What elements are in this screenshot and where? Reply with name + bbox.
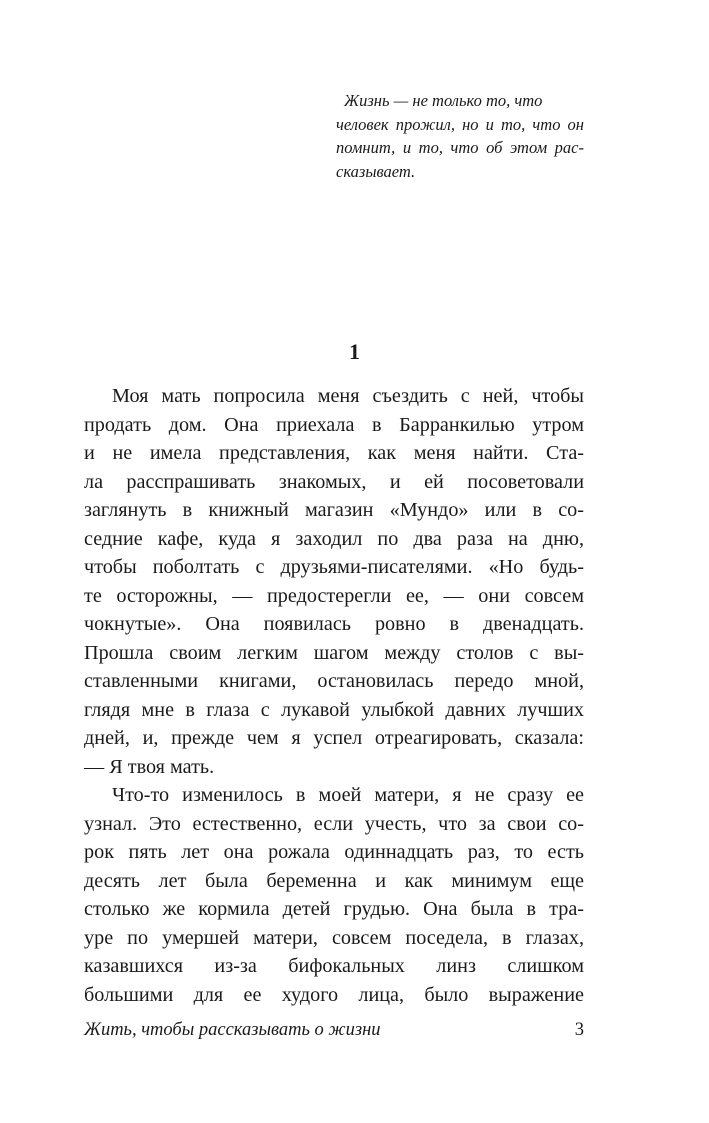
- page-number: 3: [574, 1020, 584, 1040]
- text-line: заглянуть в книжный магазин «Мундо» или в со-: [84, 499, 584, 521]
- running-title: Жить, чтобы рассказывать о жизни: [84, 1020, 381, 1040]
- epigraph: [336, 89, 584, 183]
- text-line: Моя мать попросила меня съездить с ней, чтобы: [112, 385, 584, 407]
- chapter-number: 1: [349, 339, 360, 364]
- text-line: рок пять лет она рожала одиннадцать раз, то есть: [84, 841, 584, 863]
- text-line: и не имела представления, как меня найти. Ста-: [84, 442, 584, 464]
- text-line: десять лет была беременна и как минимум еще: [84, 869, 584, 892]
- epigraph-line: сказывает.: [336, 161, 416, 181]
- epigraph-line: человек прожил, но и то, что он: [336, 114, 584, 134]
- text-line: продать дом. Она приехала в Барранкилью утром: [84, 413, 584, 436]
- epigraph-line: Жизнь — не только то, что: [344, 91, 543, 110]
- text-line: глядя мне в глаза с лукавой улыбкой давних лучших: [84, 698, 584, 721]
- text-line: уре по умершей матери, совсем поседела, в глазах,: [84, 926, 584, 949]
- text-line: седние кафе, куда я заходил по два раза на дню,: [84, 527, 584, 550]
- text-line: ставленными книгами, остановилась передо мной,: [84, 670, 584, 692]
- text-line: казавшихся из-за бифокальных линз слишком: [84, 955, 584, 977]
- text-line: узнал. Это естественно, если учесть, что за свои со-: [84, 812, 584, 835]
- text-line: чокнутые». Она появилась ровно в двенадцать.: [84, 613, 584, 635]
- epigraph-line: помнит, и то, что об этом рас-: [336, 138, 584, 157]
- text-line: дней, и, прежде чем я успел отреагировать, сказала:: [84, 727, 584, 749]
- page-footer: [84, 1017, 584, 1043]
- text-line: те осторожны, — предостерегли ее, — они совсем: [84, 584, 584, 607]
- text-line: Что-то изменилось в моей матери, я не сразу ее: [112, 784, 584, 806]
- body-text: [84, 382, 584, 1009]
- text-line: большими для ее худого лица, было выражение: [84, 983, 584, 1006]
- text-line: — Я твоя мать.: [84, 755, 215, 778]
- text-line: Прошла своим легким шагом между столов с вы-: [84, 641, 584, 664]
- text-line: столько же кормила детей грудью. Она была в тра-: [84, 898, 584, 920]
- text-line: чтобы поболтать с друзьями-писателями. «Но будь-: [84, 556, 584, 578]
- text-line: ла расспрашивать знакомых, и ей посоветовали: [84, 470, 584, 493]
